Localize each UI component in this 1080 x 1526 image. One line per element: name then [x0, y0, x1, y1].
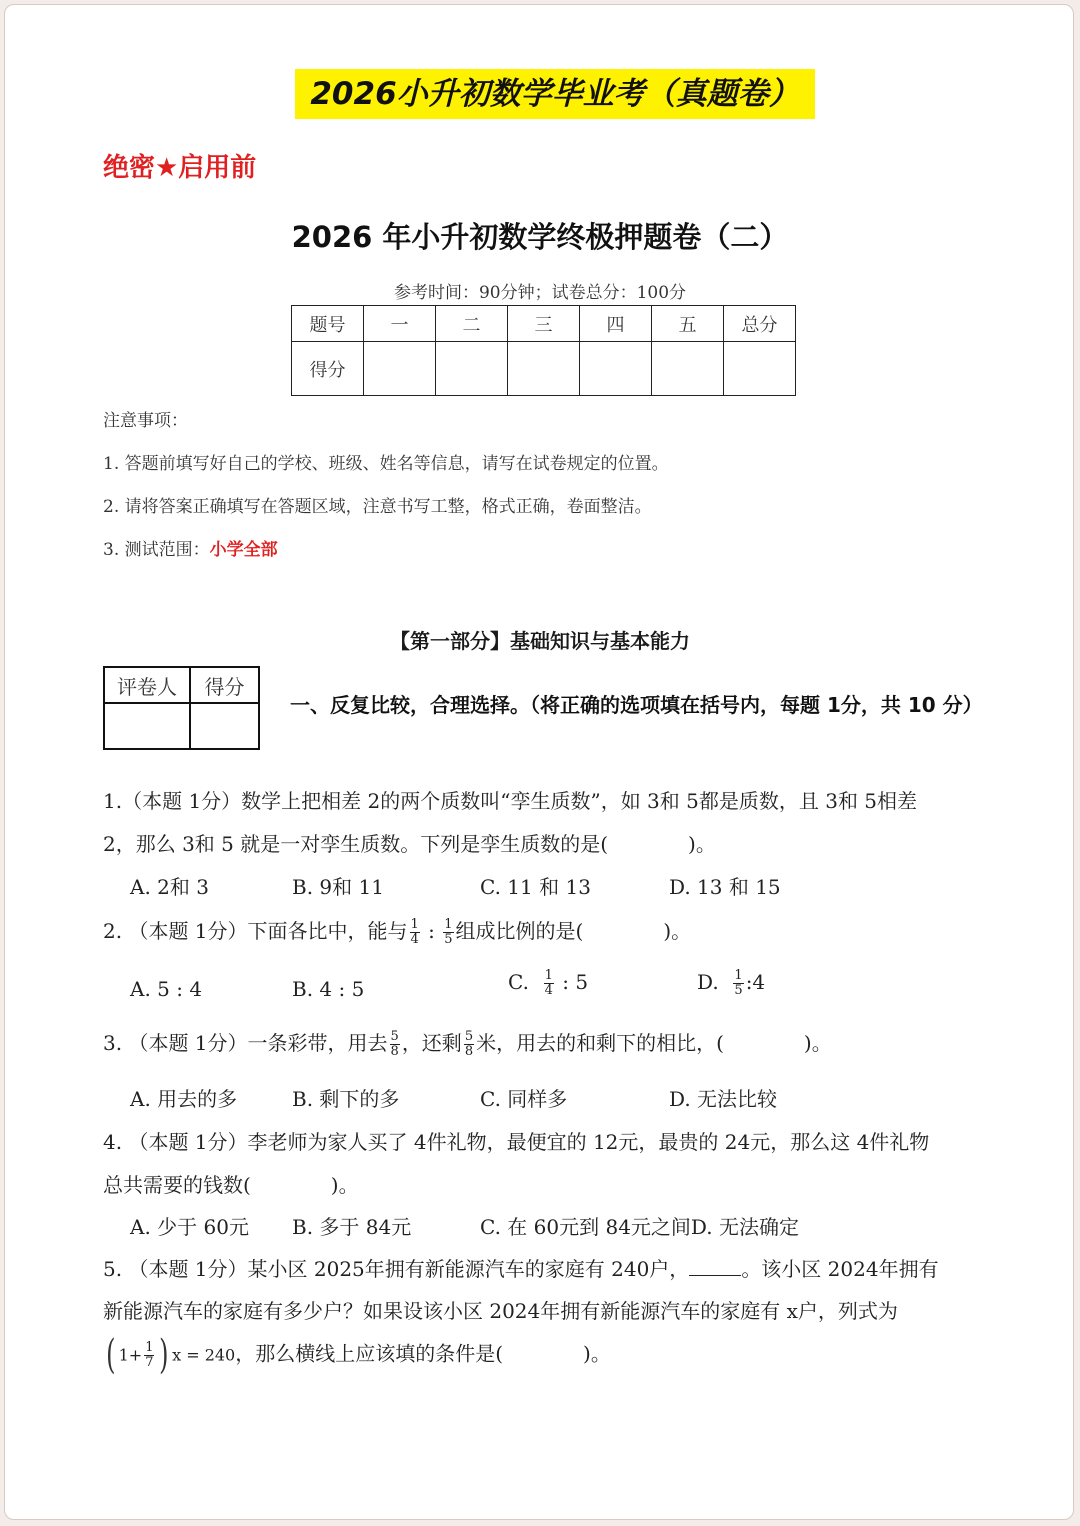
- q1-line-2: 2，那么 3和 5 就是一对孪生质数。下列是孪生质数的是( )。: [103, 832, 716, 856]
- secret-mark: 绝密★启用前: [103, 153, 257, 183]
- exam-page: [4, 4, 1074, 1520]
- q5-line-3: ( 1+ $\frac{1}{7}$ ) x = 240，那么横线上应该填的条件是( )。: [106, 1332, 611, 1378]
- section-heading: 一、反复比较，合理选择。（将正确的选项填在括号内，每题 1分，共 10 分）: [290, 693, 983, 717]
- score-row-label: 得分: [292, 342, 364, 396]
- score-header-cell: 五: [652, 306, 724, 342]
- q1-option-d[interactable]: D. 13 和 15: [669, 875, 781, 899]
- notes-heading: 注意事项：: [103, 411, 188, 431]
- score-header-cell: 二: [436, 306, 508, 342]
- q3-option-b[interactable]: B. 剩下的多: [292, 1087, 400, 1111]
- q1-line-1: 1.（本题 1分）数学上把相差 2的两个质数叫“孪生质数”，如 3和 5都是质数，且 3和 5相差: [103, 789, 918, 813]
- score-header-cell: 总分: [724, 306, 796, 342]
- q2-option-b[interactable]: B. 4 : 5: [292, 977, 365, 1001]
- q3-option-c[interactable]: C. 同样多: [480, 1087, 568, 1111]
- q2-option-a[interactable]: A. 5 : 4: [130, 977, 203, 1001]
- banner-title: 2026小升初数学毕业考（真题卷）: [295, 69, 815, 119]
- q3-fraction-1: $\frac{5}{8}$: [390, 1029, 399, 1059]
- q4-option-c-d[interactable]: C. 在 60元到 84元之间D. 无法确定: [480, 1215, 799, 1239]
- score-cell[interactable]: [436, 342, 508, 396]
- q4-line-2: 总共需要的钱数( )。: [103, 1173, 359, 1197]
- q2-fraction-2: $\frac{1}{5}$: [444, 917, 453, 947]
- grader-score-label: 得分: [190, 667, 259, 703]
- q3-option-d[interactable]: D. 无法比较: [669, 1087, 778, 1111]
- q4-option-b[interactable]: B. 多于 84元: [292, 1215, 412, 1239]
- q5-line-2: 新能源汽车的家庭有多少户？如果设该小区 2024年拥有新能源汽车的家庭有 x户，列式为: [103, 1299, 898, 1323]
- exam-title: 2026 年小升初数学终极押题卷（二）: [291, 220, 789, 254]
- test-scope: 小学全部: [209, 540, 278, 560]
- q3-option-a[interactable]: A. 用去的多: [130, 1087, 238, 1111]
- q1-option-c[interactable]: C. 11 和 13: [480, 875, 591, 899]
- score-header-cell: 三: [508, 306, 580, 342]
- score-cell[interactable]: [364, 342, 436, 396]
- q2-stem-post: 组成比例的是( )。: [455, 919, 692, 943]
- q2-option-d[interactable]: D. $\frac{1}{5}$ :4: [697, 968, 766, 998]
- score-cell[interactable]: [508, 342, 580, 396]
- score-cell[interactable]: [652, 342, 724, 396]
- q2-stem: 2. （本题 1分）下面各比中，能与 $\frac{1}{4}$ : $\frac{1}{5}$ 组成比例的是( )。: [103, 917, 692, 947]
- score-header-cell: 一: [364, 306, 436, 342]
- grader-score-cell[interactable]: [190, 703, 259, 749]
- grader-label: 评卷人: [104, 667, 190, 703]
- q4-option-a[interactable]: A. 少于 60元: [130, 1215, 249, 1239]
- grader-name-cell[interactable]: [104, 703, 190, 749]
- q5-fraction: $\frac{1}{7}$: [145, 1339, 154, 1370]
- score-cell[interactable]: [580, 342, 652, 396]
- q1-option-a[interactable]: A. 2和 3: [130, 875, 209, 899]
- q5-blank[interactable]: [689, 1257, 741, 1276]
- score-table: [291, 305, 796, 396]
- q2-option-d-fraction: $\frac{1}{5}$: [734, 968, 743, 998]
- q5-line-1: 5. （本题 1分）某小区 2025年拥有新能源汽车的家庭有 240户， 。该小区 2024年拥有: [103, 1257, 939, 1281]
- score-header-cell: 题号: [292, 306, 364, 342]
- note-item-3: [103, 535, 278, 560]
- q1-option-b[interactable]: B. 9和 11: [292, 875, 384, 899]
- q2-option-c-fraction: $\frac{1}{4}$: [544, 968, 553, 998]
- exam-info: 参考时间：90分钟；试卷总分：100分: [393, 283, 687, 303]
- q3-fraction-2: $\frac{5}{8}$: [464, 1029, 474, 1059]
- note-item-3-prefix: 3. 测试范围：: [103, 540, 210, 560]
- score-header-cell: 四: [580, 306, 652, 342]
- q2-option-c[interactable]: C. $\frac{1}{4}$ : 5: [508, 968, 589, 998]
- score-cell[interactable]: [724, 342, 796, 396]
- note-item-1: 1. 答题前填写好自己的学校、班级、姓名等信息，请写在试卷规定的位置。: [103, 454, 669, 474]
- note-item-2: 2. 请将答案正确填写在答题区域，注意书写工整，格式正确，卷面整洁。: [103, 497, 652, 517]
- q3-stem: 3. （本题 1分）一条彩带，用去 $\frac{5}{8}$ ，还剩 $\frac{5}{8}$ 米，用去的和剩下的相比，( )。: [103, 1029, 832, 1059]
- part-title: 【第一部分】基础知识与基本能力: [390, 629, 690, 653]
- q5-right-paren: ): [159, 1332, 169, 1378]
- q2-stem-pre: 2. （本题 1分）下面各比中，能与: [103, 919, 408, 943]
- q5-left-paren: (: [106, 1332, 116, 1378]
- q4-line-1: 4. （本题 1分）李老师为家人买了 4件礼物，最便宜的 12元，最贵的 24元，那么这 4件礼物: [103, 1130, 930, 1154]
- grader-table: [103, 666, 260, 750]
- q2-fraction-1: $\frac{1}{4}$: [410, 917, 419, 947]
